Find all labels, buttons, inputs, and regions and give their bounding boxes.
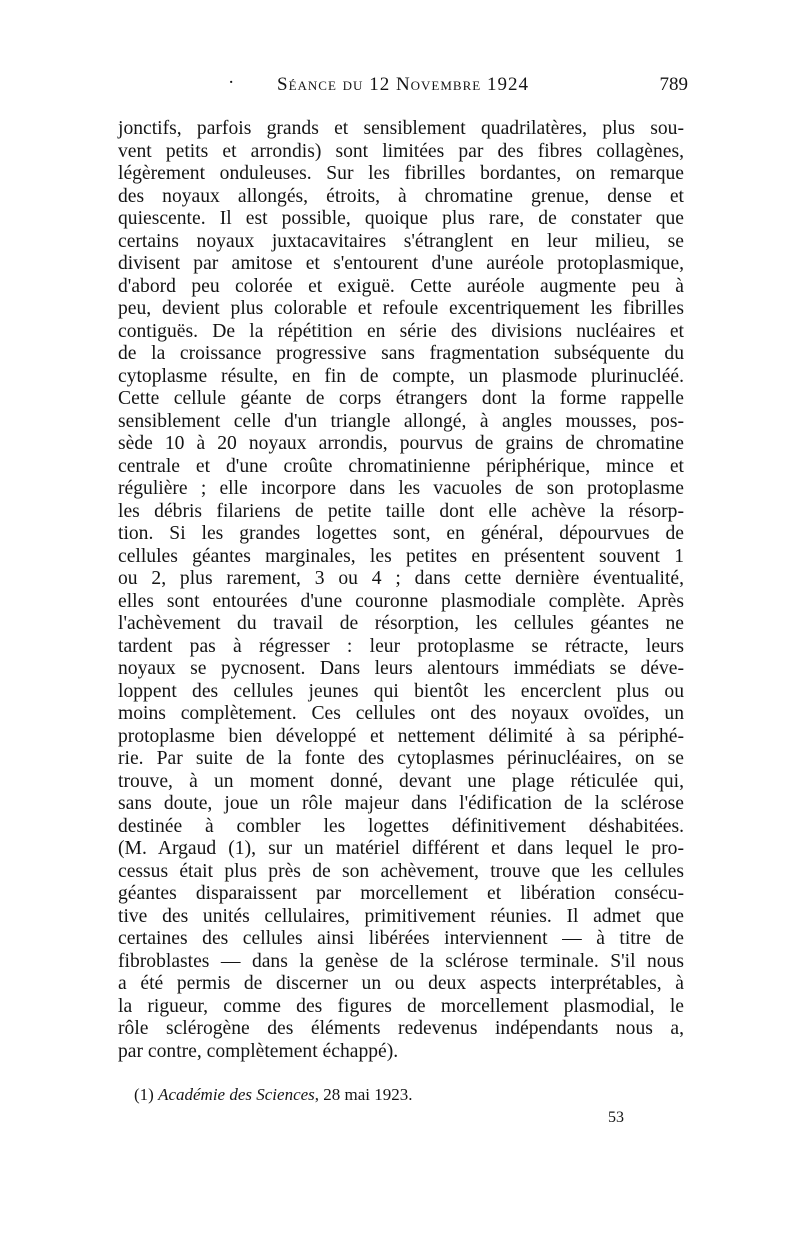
footnote-marker: (1)	[134, 1085, 154, 1104]
page-number: 789	[659, 74, 688, 95]
footnote-date: , 28 mai 1923.	[314, 1085, 413, 1104]
text-line: de la croissance progressive sans fragmentation subséquente du	[118, 343, 684, 364]
text-line: cytoplasme résulte, en fin de compte, un plasmode plurinucléé.	[118, 365, 684, 387]
body-text	[118, 118, 684, 1063]
text-line: géantes disparaissent par morcellement et libération consécu-	[118, 883, 684, 904]
text-line: moins complètement. Ces cellules ont des noyaux ovoïdes, un	[118, 703, 684, 724]
text-line: loppent des cellules jeunes qui bientôt les encerclent plus ou	[118, 680, 684, 702]
footnote	[134, 1085, 413, 1105]
text-line: légèrement onduleuses. Sur les fibrilles bordantes, on remarque	[118, 163, 684, 184]
text-line: tive des unités cellulaires, primitivement réunies. Il admet que	[118, 905, 684, 927]
text-line: divisent par amitose et s'entourent d'une auréole protoplasmique,	[118, 253, 684, 274]
text-line: certaines des cellules ainsi libérées interviennent — à titre de	[118, 928, 684, 949]
text-line: ou 2, plus rarement, 3 ou 4 ; dans cette dernière éventualité,	[118, 568, 684, 589]
text-line: quiescente. Il est possible, quoique plus rare, de constater que	[118, 208, 684, 229]
text-line: Cette cellule géante de corps étrangers dont la forme rappelle	[118, 388, 684, 409]
text-line: sensiblement celle d'un triangle allongé, à angles mousses, pos-	[118, 410, 684, 432]
footnote-source: Académie des Sciences	[158, 1085, 315, 1104]
text-line: des noyaux allongés, étroits, à chromatine grenue, dense et	[118, 185, 684, 207]
text-line: certains noyaux juxtacavitaires s'étranglent en leur milieu, se	[118, 230, 684, 252]
text-line: trouve, à un moment donné, devant une plage réticulée qui,	[118, 770, 684, 792]
text-line: régulière ; elle incorpore dans les vacuoles de son protoplasme	[118, 478, 684, 499]
text-line: vent petits et arrondis) sont limitées par des fibres collagènes,	[118, 140, 684, 162]
text-line: rôle sclérogène des éléments redevenus indépendants nous a,	[118, 1018, 684, 1039]
text-line: a été permis de discerner un ou deux aspects interprétables, à	[118, 973, 684, 994]
text-line: (M. Argaud (1), sur un matériel différent et dans lequel le pro-	[118, 838, 684, 859]
text-line: rie. Par suite de la fonte des cytoplasmes périnucléaires, on se	[118, 748, 684, 769]
text-line: jonctifs, parfois grands et sensiblement quadrilatères, plus sou-	[118, 118, 684, 139]
text-line: d'abord peu colorée et exiguë. Cette auréole augmente peu à	[118, 275, 684, 297]
text-line: elles sont entourées d'une couronne plasmodiale complète. Après	[118, 590, 684, 612]
text-line: contiguës. De la répétition en série des divisions nucléaires et	[118, 320, 684, 342]
text-line: noyaux se pycnosent. Dans leurs alentours immédiats se déve-	[118, 658, 684, 679]
text-line: sans doute, joue un rôle majeur dans l'édification de la sclérose	[118, 793, 684, 814]
text-line: centrale et d'une croûte chromatinienne périphérique, mince et	[118, 455, 684, 477]
text-line: par contre, complètement échappé).	[118, 1040, 399, 1062]
text-line: peu, devient plus colorable et refoule excentriquement les fibrilles	[118, 298, 684, 319]
header-marker: ·	[228, 72, 235, 93]
text-line: cellules géantes marginales, les petites en présentent souvent 1	[118, 545, 684, 567]
text-line: sède 10 à 20 noyaux arrondis, pourvus de grains de chromatine	[118, 433, 684, 454]
text-line: les débris filariens de petite taille dont elle achève la résorp-	[118, 500, 684, 522]
text-line: fibroblastes — dans la genèse de la sclérose terminale. S'il nous	[118, 950, 684, 972]
signature-mark: 53	[608, 1109, 624, 1126]
running-header	[118, 74, 688, 100]
text-line: tion. Si les grandes logettes sont, en général, dépourvues de	[118, 523, 684, 544]
text-line: tardent pas à régresser : leur protoplasme se rétracte, leurs	[118, 635, 684, 657]
text-line: la rigueur, comme des figures de morcellement plasmodial, le	[118, 995, 684, 1017]
header-title: Séance du 12 Novembre 1924	[277, 74, 529, 95]
text-line: protoplasme bien développé et nettement délimité à sa périphé-	[118, 725, 684, 747]
text-line: l'achèvement du travail de résorption, les cellules géantes ne	[118, 613, 684, 634]
text-line: destinée à combler les logettes définitivement déshabitées.	[118, 815, 684, 837]
text-line: cessus était plus près de son achèvement, trouve que les cellules	[118, 860, 684, 882]
